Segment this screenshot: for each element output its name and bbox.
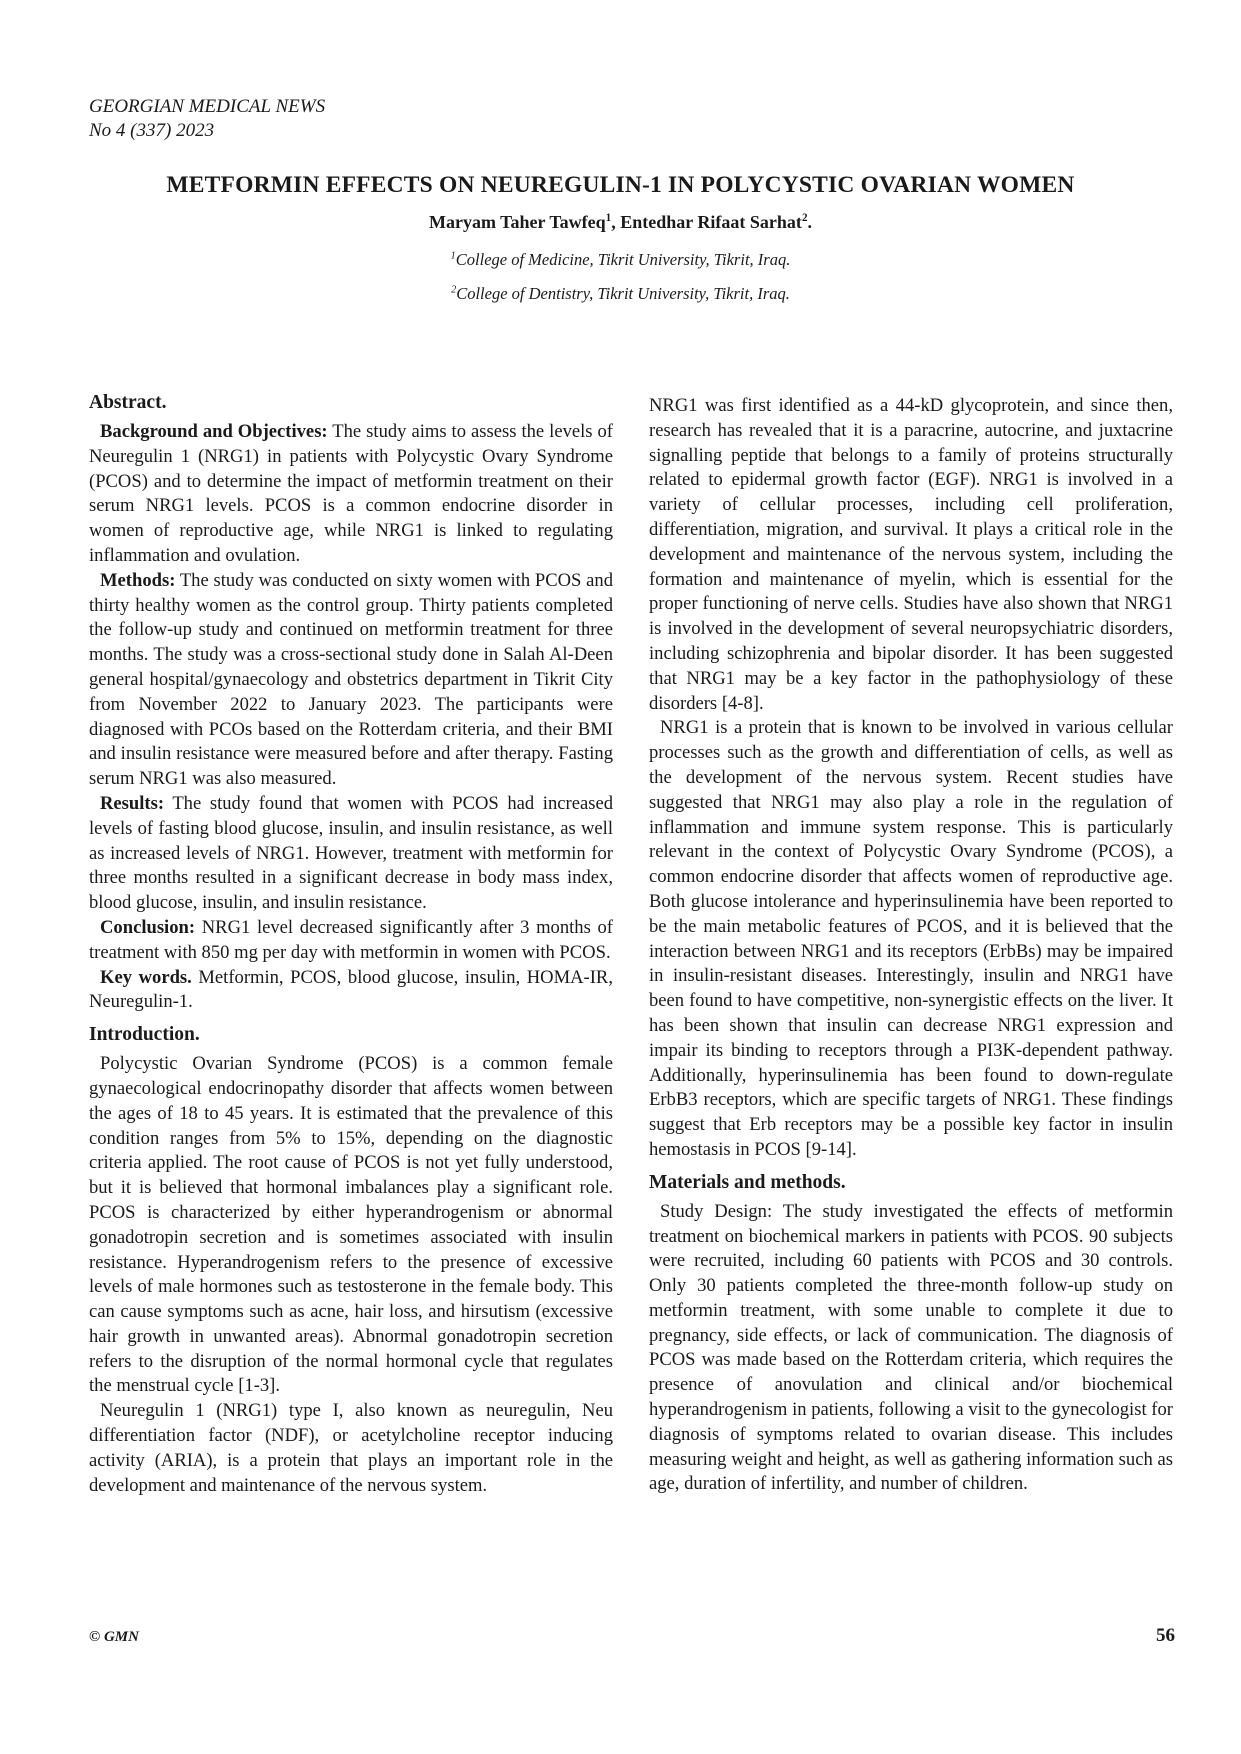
introduction-heading: Introduction. [89, 1024, 200, 1046]
methods-paragraph-1: Study Design: The study investigated the effects of metformin treatment on biochemical markers in patients with PCOS. 90 subjects were recruited, including 60 patients with PCOS and 30 controls. Only 30 patients completed the three-month follow-up study on metformin treatment, with some unable to complete it due to pregnancy, side effects, or lack of communication. The diagnosis of PCOS was made based on the Rotterdam criteria, which requires the presence of anovulation and clinical and/or biochemical hyperandrogenism in patients, following a visit to the gynecologist for diagnosis of symptoms related to ovarian disease. This includes measuring weight and height, as well as gathering information such as age, duration of infertility, and number of children. [649, 1200, 1173, 1495]
journal-name: GEORGIAN MEDICAL NEWS [89, 96, 326, 117]
background-label: Background and Objectives: [100, 421, 328, 442]
methods-text: The study was conducted on sixty women with PCOS and thirty healthy women as the control group. Thirty patients completed the follow-up study and continued on metformin treatment for three months. The study was a cross-sectional study done in Salah Al-Deen general hospital/gynaecology and obstetrics department in Tikrit City from November 2022 to January 2023. The participants were diagnosed with PCOs based on the Rotterdam criteria, and their BMI and insulin resistance were measured before and after therapy. Fasting serum NRG1 was also measured. [89, 569, 613, 790]
page-number: 56 [1156, 1625, 1175, 1646]
affiliation-1 [0, 250, 1241, 270]
author-1-affil-mark: 1 [605, 212, 612, 224]
affiliation-1-mark: 1 [450, 250, 456, 262]
left-column [89, 394, 613, 1498]
affiliation-2-text: College of Dentistry, Tikrit University, Tikrit, Iraq. [456, 284, 790, 303]
results-text: The study found that women with PCOS had increased levels of fasting blood glucose, insulin, and insulin resistance, as well as increased levels of NRG1. However, treatment with metformin for three months resulted in a significant decrease in body mass index, blood glucose, insulin, and insulin resistance. [89, 792, 613, 914]
keywords-label: Key words. [100, 966, 192, 988]
author-2: Entedhar Rifaat Sarhat [620, 212, 802, 232]
copyright-footer: © GMN [89, 1629, 139, 1645]
affiliation-2-mark: 2 [451, 284, 457, 296]
author-2-affil-mark: 2 [801, 212, 808, 224]
author-1: Maryam Taher Tawfeq [428, 212, 606, 232]
abstract-results [89, 792, 613, 916]
keywords-text: Metformin, PCOS, blood glucose, insulin, HOMA-IR, Neuregulin-1. [89, 966, 613, 1013]
methods-heading: Materials and methods. [649, 1171, 846, 1193]
background-text: The study aims to assess the levels of Neuregulin 1 (NRG1) in patients with Polycystic Ovary Syndrome (PCOS) and to determine the impact of metformin treatment on their serum NRG1 levels. PCOS is a common endocrine disorder in women of reproductive age, while NRG1 is linked to regulating inflammation and ovulation. [89, 421, 613, 566]
conclusion-text: NRG1 level decreased significantly after 3 months of treatment with 850 mg per day with metformin in women with PCOS. [89, 916, 613, 963]
author-line [0, 212, 1241, 233]
results-label: Results: [100, 792, 165, 814]
right-column [649, 394, 1173, 1497]
affiliation-2 [0, 284, 1241, 304]
abstract-background [89, 420, 613, 569]
introduction-paragraph-2: Neuregulin 1 (NRG1) type I, also known as neuregulin, Neu differentiation factor (NDF), or acetylcholine receptor inducing activity (ARIA), is a protein that plays an important role in the development and maintenance of the nervous system. [89, 1400, 613, 1496]
affiliation-1-text: College of Medicine, Tikrit University, Tikrit, Iraq. [455, 250, 791, 269]
journal-header [89, 95, 325, 143]
journal-issue: No 4 (337) 2023 [89, 120, 215, 141]
abstract-heading: Abstract. [89, 392, 167, 413]
introduction-paragraph-3: NRG1 was first identified as a 44-kD glycoprotein, and since then, research has revealed that it is a paracrine, autocrine, and juxtacrine signalling peptide that belongs to a family of proteins structurally related to epidermal growth factor (EGF). NRG1 is involved in a variety of cellular processes, including cell proliferation, differentiation, migration, and survival. It plays a critical role in the development and maintenance of the nervous system, including the formation and maintenance of myelin, which is essential for the proper functioning of nerve cells. Studies have also shown that NRG1 is involved in the development of several neuropsychiatric disorders, including schizophrenia and bipolar disorder. It has been suggested that NRG1 may be a key factor in the pathophysiology of these disorders [4-8]. [649, 395, 1173, 714]
introduction-paragraph-4: NRG1 is a protein that is known to be involved in various cellular processes such as the growth and differentiation of cells, as well as the development of the nervous system. Recent studies have suggested that NRG1 may also play a role in the regulation of inflammation and immune system response. This is particularly relevant in the context of Polycystic Ovary Syndrome (PCOS), a common endocrine disorder that affects women of reproductive age. Both glucose intolerance and hyperinsulinemia have been reported to be the main metabolic features of PCOS, and it is believed that the interaction between NRG1 and its receptors (ErbBs) may be impaired in insulin-resistant diseases. Interestingly, insulin and NRG1 have been found to have competitive, non-synergistic effects on the liver. It has been shown that insulin can decrease NRG1 expression and impair its binding to receptors through a PI3K-dependent pathway. Additionally, hyperinsulinemia has been found to down-regulate ErbB3 receptors, which are specific targets of NRG1. These findings suggest that Erb receptors may be a possible key factor in insulin hemostasis in PCOS [9-14]. [649, 717, 1173, 1160]
author-end: . [807, 212, 813, 232]
conclusion-label: Conclusion: [100, 916, 196, 938]
author-separator: , [611, 212, 621, 232]
article-title: METFORMIN EFFECTS ON NEUREGULIN-1 IN POLYCYSTIC OVARIAN WOMEN [166, 172, 1075, 198]
abstract-conclusion [89, 916, 613, 966]
abstract-keywords [89, 966, 613, 1016]
methods-label: Methods: [100, 569, 176, 591]
abstract-methods [89, 569, 613, 792]
introduction-paragraph-1: Polycystic Ovarian Syndrome (PCOS) is a common female gynaecological endocrinopathy disorder that affects women between the ages of 18 to 45 years. It is estimated that the prevalence of this condition ranges from 5% to 15%, depending on the diagnostic criteria applied. The root cause of PCOS is not yet fully understood, but it is believed that hormonal imbalances play a significant role. PCOS is characterized by either hyperandrogenism or abnormal gonadotropin secretion and is sometimes associated with insulin resistance. Hyperandrogenism refers to the presence of excessive levels of male hormones such as testosterone in the female body. This can cause symptoms such as acne, hair loss, and hirsutism (excessive hair growth in unwanted areas). Abnormal gonadotropin secretion refers to the disruption of the normal hormonal cycle that regulates the menstrual cycle [1-3]. [89, 1053, 613, 1397]
